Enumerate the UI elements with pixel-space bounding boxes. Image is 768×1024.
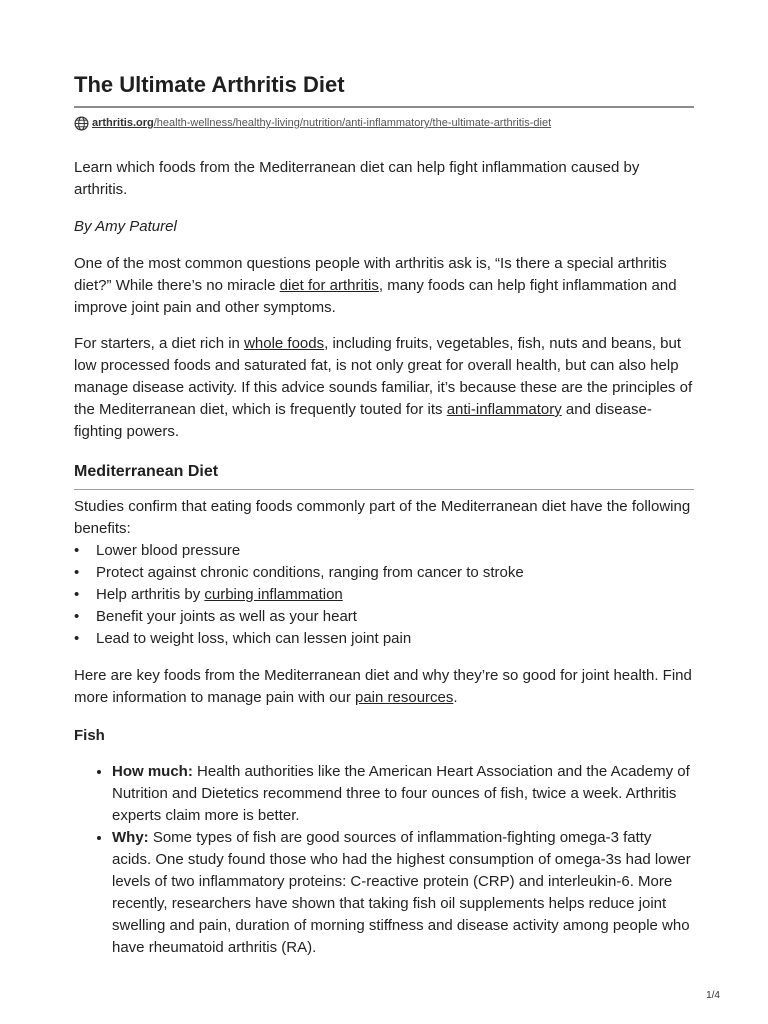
page-number: 1/4 xyxy=(706,990,720,1001)
page-title: The Ultimate Arthritis Diet xyxy=(74,70,694,108)
url-segment-link[interactable]: /health-wellness xyxy=(153,117,233,129)
url-segment-link[interactable]: /the-ultimate-arthritis-diet xyxy=(429,117,552,129)
url-segment-link[interactable]: /anti-inflammatory xyxy=(342,117,430,129)
whole-foods-link[interactable]: whole foods xyxy=(244,335,325,352)
author-byline: By Amy Paturel xyxy=(74,218,177,235)
list-item: • How much: Health authorities like the American Heart Association and the Academy of Nutrition and Dietetics recommend three to four ounces of fish, twice a week. Arthritis experts claim more is better. xyxy=(112,761,694,827)
list-item: • Help arthritis by curbing inflammation xyxy=(74,586,343,603)
document-page xyxy=(74,70,694,959)
benefits-list xyxy=(74,540,694,650)
body-paragraph: For starters, a diet rich in whole foods, including fruits, vegetables, fish, nuts and beans, but low processed foods and saturated fat, is not only great for overall health, but can also help manage disease activity. If this advice sounds familiar, it’s because these are the principles of the Mediterranean diet, which is frequently touted for its anti-inflammatory and disease-fighting powers. xyxy=(74,335,693,440)
intro-paragraph: Learn which foods from the Mediterranean diet can help fight inflammation caused by arthritis. xyxy=(74,159,640,198)
list-item: • Protect against chronic conditions, ranging from cancer to stroke xyxy=(74,564,524,581)
diet-for-arthritis-link[interactable]: diet for arthritis xyxy=(279,277,379,294)
pain-resources-link[interactable]: pain resources xyxy=(354,689,454,706)
section-heading-fish: Fish xyxy=(74,727,105,744)
globe-icon xyxy=(74,116,89,131)
url-segment-link[interactable]: /healthy-living xyxy=(232,117,300,129)
url-segment-link[interactable]: /nutrition xyxy=(299,117,343,129)
body-paragraph: One of the most common questions people with arthritis ask is, “Is there a special arthritis diet?” While there’s no miracle diet for arthritis, many foods can help fight inflammation and improve joint pain and other symptoms. xyxy=(74,255,677,316)
list-item: • Lower blood pressure xyxy=(74,542,241,559)
curbing-inflammation-link[interactable]: curbing inflammation xyxy=(204,586,343,603)
source-url-bar xyxy=(74,115,694,131)
studies-paragraph: Studies confirm that eating foods commonly part of the Mediterranean diet have the following benefits: xyxy=(74,498,691,537)
list-item: • Benefit your joints as well as your heart xyxy=(74,608,357,625)
section-heading-mediterranean-diet: Mediterranean Diet xyxy=(74,461,694,490)
fish-list xyxy=(74,761,694,959)
key-foods-paragraph: Here are key foods from the Mediterranean diet and why they’re so good for joint health. Find more information to manage pain with our pain resources. xyxy=(74,667,692,706)
url-domain-link[interactable]: arthritis.org xyxy=(92,117,154,129)
list-item: • Why: Some types of fish are good sources of inflammation-fighting omega-3 fatty acids. One study found those who had the highest consumption of omega-3s had lower levels of two inflammatory proteins: C-reactive protein (CRP) and interleukin-6. More recently, researchers have shown that taking fish oil supplements helps reduce joint swelling and pain, duration of morning stiffness and disease activity among people who have rheumatoid arthritis (RA). xyxy=(112,827,694,959)
list-item: • Lead to weight loss, which can lessen joint pain xyxy=(74,630,412,647)
anti-inflammatory-link[interactable]: anti-inflammatory xyxy=(446,401,562,418)
